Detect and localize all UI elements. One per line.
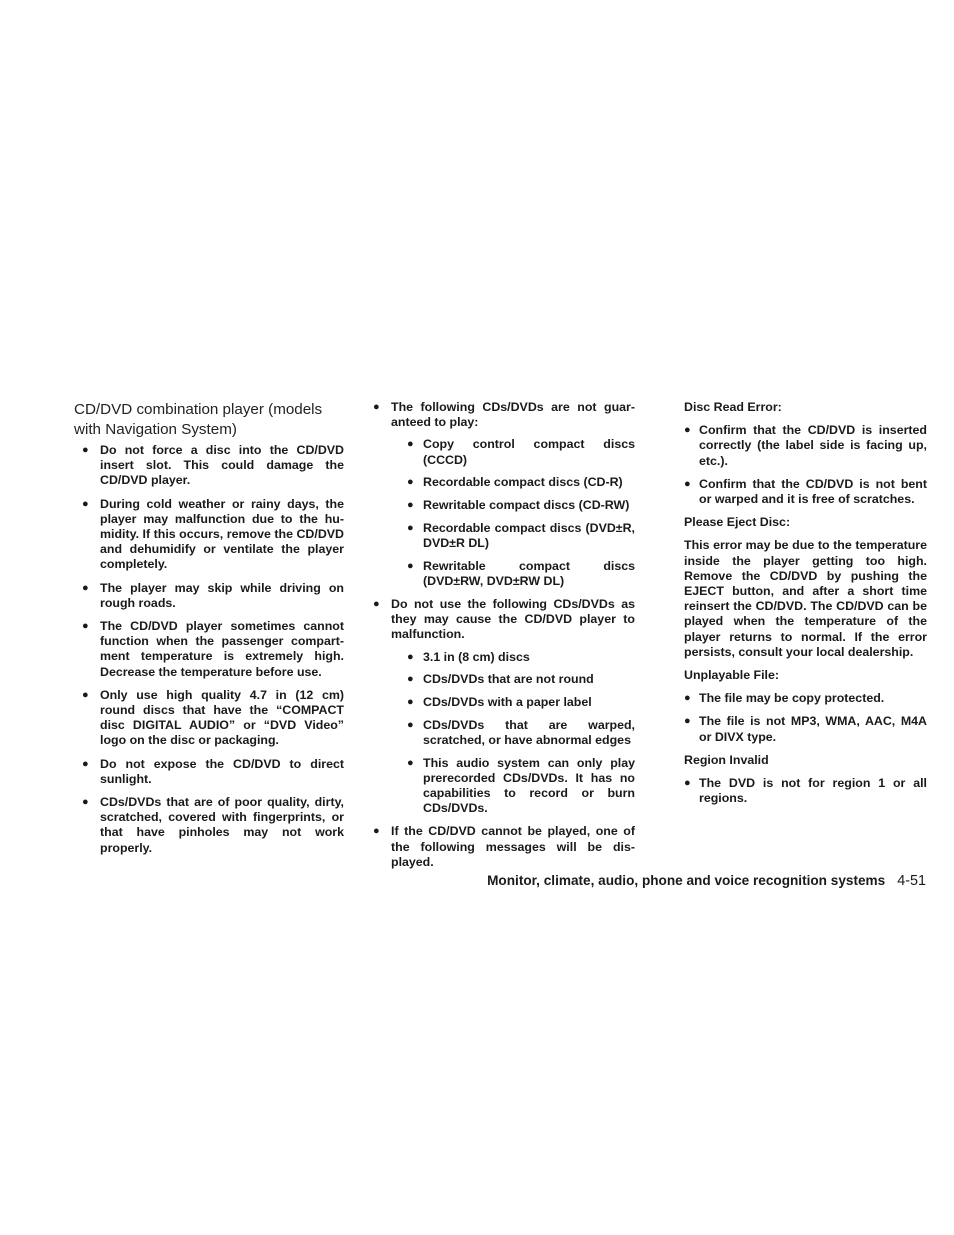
please-eject-heading: Please Eject Disc: bbox=[684, 515, 791, 530]
sub-list-item: ● 3.1 in (8 cm) discs bbox=[407, 649, 530, 664]
sub-list-item: ● Copy control compact discs (CCCD) bbox=[407, 437, 635, 467]
bullet-icon: ● bbox=[373, 598, 380, 611]
bullet-icon: ● bbox=[82, 620, 89, 633]
bullet-icon: ● bbox=[684, 692, 691, 705]
bullet-icon: ● bbox=[82, 497, 89, 510]
bullet-icon: ● bbox=[684, 715, 691, 728]
sub-list-item: ● Recordable compact discs (DVD±R, DVD±R DL) bbox=[407, 520, 635, 550]
page-footer bbox=[487, 872, 926, 890]
list-item: ● Do not force a disc into the CD/DVD insert slot. This could damage the CD/DVD player. bbox=[82, 443, 344, 488]
bullet-icon: ● bbox=[407, 476, 414, 489]
bullet-icon: ● bbox=[373, 401, 380, 413]
disc-compat-list bbox=[372, 400, 635, 870]
page-number: 4-51 bbox=[897, 873, 926, 889]
bullet-icon: ● bbox=[82, 796, 89, 809]
precautions-list bbox=[74, 443, 344, 856]
unplayable-file-list bbox=[684, 691, 927, 745]
please-eject-text: This error may be due to the temperature inside the player getting too high. Remove the CD/DVD by pushing the EJECT button, and after a short time reinsert the CD/DVD. The CD/DVD can be played when the temperature of the player returns to normal. If the error persists, consult your local dealership. bbox=[684, 538, 927, 659]
region-invalid-list bbox=[684, 776, 927, 806]
footer-section-title: Monitor, climate, audio, phone and voice recognition systems bbox=[487, 873, 886, 888]
bullet-icon: ● bbox=[684, 777, 691, 790]
bullet-icon: ● bbox=[82, 688, 89, 701]
sub-list-item: ● CDs/DVDs that are not round bbox=[407, 672, 594, 687]
bullet-icon: ● bbox=[407, 673, 414, 686]
bullet-icon: ● bbox=[82, 757, 89, 770]
region-invalid-heading: Region Invalid bbox=[684, 752, 769, 767]
list-item: ● The player may skip while driving on rough roads. bbox=[82, 580, 344, 610]
section-title: CD/DVD combination player (models with Navigation System) bbox=[74, 401, 323, 438]
bullet-icon: ● bbox=[407, 718, 414, 731]
list-item: ● Do not expose the CD/DVD to direct sunlight. bbox=[82, 756, 344, 786]
list-item: ● Do not use the following CDs/DVDs as they may cause the CD/DVD player to malfunction. ● 3.1 in (8 cm) discs ● CDs/DVDs that are not round ● CDs/DVDs with a paper label ● CDs/DVDs that are warped, scratched, or have abnormal edges ● This audio system can only play prerecorded CDs/DVDs. It has no capabilities to record or burn CDs/DVDs. bbox=[373, 597, 635, 816]
list-item: ● Confirm that the CD/DVD is inserted correctly (the label side is facing up, etc.). bbox=[684, 423, 927, 468]
sub-list-item: ● Recordable compact discs (CD-R) bbox=[407, 475, 623, 490]
bullet-icon: ● bbox=[684, 477, 691, 490]
list-item: ● CDs/DVDs that are of poor quality, dirty, scratched, covered with fingerprints, or that have pinholes may not work properly. bbox=[82, 795, 344, 855]
bullet-icon: ● bbox=[407, 499, 414, 512]
bullet-icon: ● bbox=[82, 444, 89, 456]
list-item: ● The file may be copy protected. bbox=[684, 691, 885, 706]
bullet-icon: ● bbox=[407, 650, 414, 663]
column-middle bbox=[372, 400, 635, 878]
sub-list-item: ● Rewritable compact discs (DVD±RW, DVD±RW DL) bbox=[407, 558, 635, 588]
disc-read-error-list bbox=[684, 423, 927, 507]
bullet-icon: ● bbox=[407, 438, 414, 451]
do-not-use-sublist bbox=[407, 650, 635, 817]
column-right bbox=[684, 400, 927, 814]
sub-list-item: ● CDs/DVDs with a paper label bbox=[407, 695, 592, 710]
not-guaranteed-sublist bbox=[407, 437, 635, 589]
sub-list-item: ● Rewritable compact discs (CD-RW) bbox=[407, 498, 630, 513]
column-left bbox=[74, 400, 344, 864]
bullet-icon: ● bbox=[373, 825, 380, 838]
sub-list-item: ● This audio system can only play prerecorded CDs/DVDs. It has no capabilities to record or burn CDs/DVDs. bbox=[407, 755, 635, 816]
bullet-icon: ● bbox=[407, 521, 414, 534]
list-item: ● The CD/DVD player sometimes cannot function when the passenger compartment temperature is extremely high. Decrease the temperature before use. bbox=[82, 619, 344, 679]
list-item: ● During cold weather or rainy days, the player may malfunction due to the humidity. If this occurs, remove the CD/DVD and dehumidify or ventilate the player completely. bbox=[82, 496, 344, 572]
sub-list-item: ● CDs/DVDs that are warped, scratched, or have abnormal edges bbox=[407, 717, 635, 747]
list-item: ● The following CDs/DVDs are not guaranteed to play: ● Copy control compact discs (CCCD) ● Recordable compact discs (CD-R) ● Rewritable compact discs (CD-RW) ● Recordable compact discs (DVD±R, DVD±R DL) ● Rewritable compact discs (DVD±RW, DVD±RW DL) bbox=[373, 400, 635, 588]
bullet-icon: ● bbox=[407, 696, 414, 709]
disc-read-error-heading: Disc Read Error: bbox=[684, 400, 782, 414]
bullet-icon: ● bbox=[684, 424, 691, 437]
list-item: ● The DVD is not for region 1 or all regions. bbox=[684, 776, 927, 806]
unplayable-file-heading: Unplayable File: bbox=[684, 668, 780, 683]
bullet-icon: ● bbox=[407, 559, 414, 572]
list-item: ● Confirm that the CD/DVD is not bent or warped and it is free of scratches. bbox=[684, 476, 927, 507]
list-item: ● If the CD/DVD cannot be played, one of the following messages will be displayed. bbox=[373, 824, 635, 869]
bullet-icon: ● bbox=[407, 756, 414, 769]
list-item: ● The file is not MP3, WMA, AAC, M4A or DIVX type. bbox=[684, 714, 927, 744]
bullet-icon: ● bbox=[82, 581, 89, 594]
list-item: ● Only use high quality 4.7 in (12 cm) round discs that have the “COMPACT disc DIGITAL AUDIO” or “DVD Video” logo on the disc or packaging. bbox=[82, 687, 344, 748]
